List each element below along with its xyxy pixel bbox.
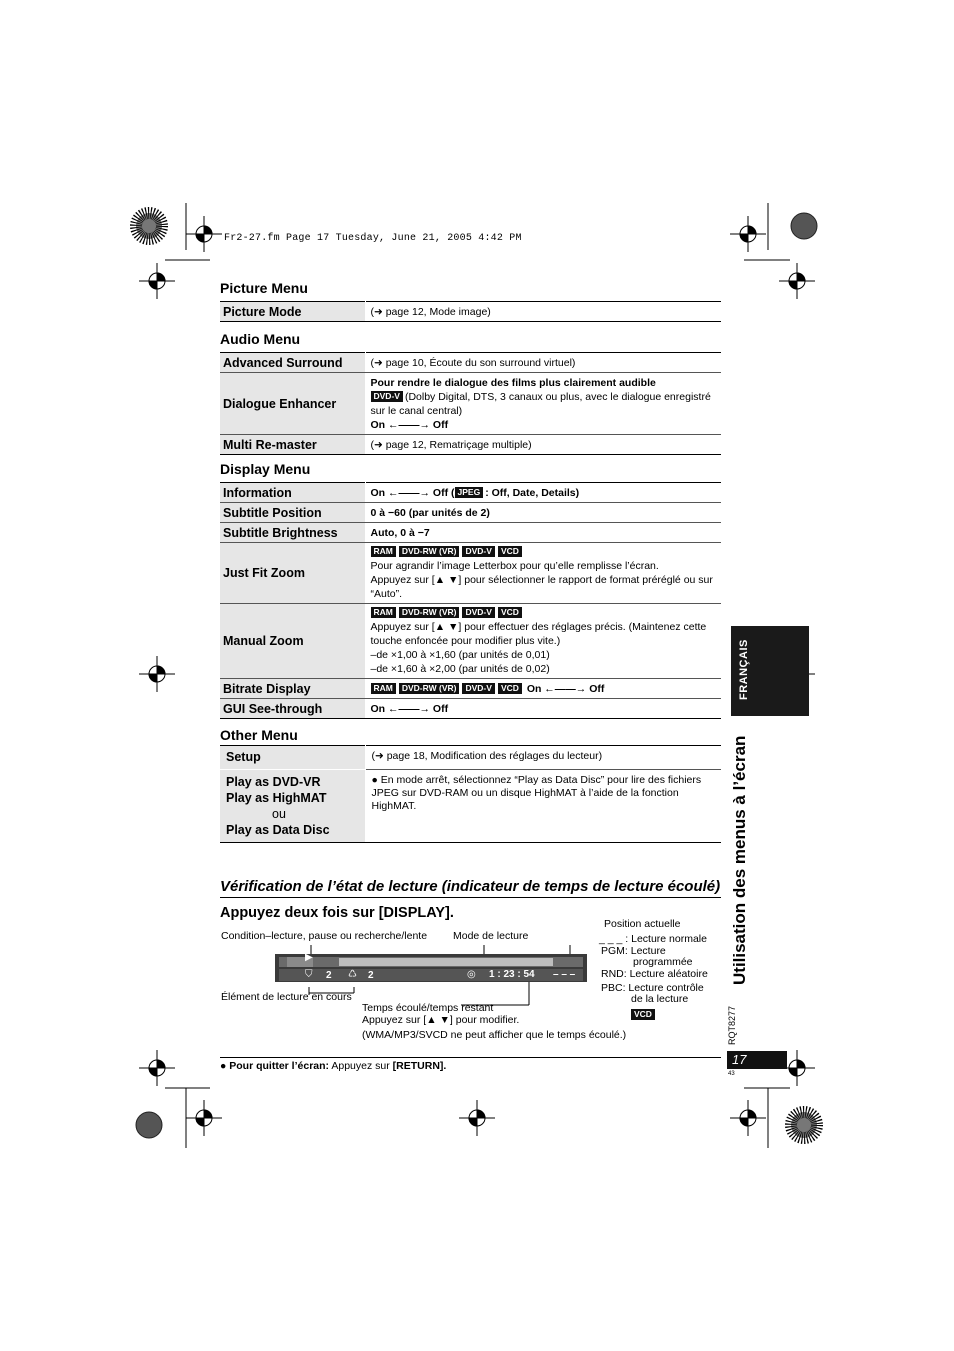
footer-divider	[220, 1057, 721, 1058]
audio-menu-title: Audio Menu	[220, 331, 301, 347]
vcd-badge: VCD	[498, 683, 522, 694]
setup-label: Setup	[220, 746, 365, 770]
chapter-icon: ♺	[348, 969, 357, 980]
just-fit-zoom-line2: Appuyez sur [▲ ▼] pour sélectionner le rapport de format préréglé ou sur “Auto”.	[370, 574, 713, 600]
disc-icon: ◎	[467, 969, 476, 980]
label-temps3: (WMA/MP3/SVCD ne peut afficher que le temps écoulé.)	[362, 1029, 627, 1041]
advanced-surround-desc: (➜ page 10, Écoute du son surround virtuel)	[365, 353, 721, 373]
table-row	[220, 523, 721, 543]
label-rnd: RND: Lecture aléatoire	[601, 968, 708, 980]
play-as-highmat-label: Play as HighMAT	[226, 791, 327, 805]
just-fit-zoom-line1: Pour agrandir l’image Letterbox pour qu’elle remplisse l’écran.	[370, 560, 659, 572]
table-row	[220, 746, 721, 770]
table-row	[220, 604, 721, 679]
display-instruction: Appuyez deux fois sur [DISPLAY].	[220, 905, 454, 921]
subtitle-brightness-label: Subtitle Brightness	[220, 523, 365, 543]
dialogue-enhancer-onoff: On ←——→ Off	[370, 418, 449, 431]
dvd-rw-badge: DVD-RW (VR)	[399, 546, 460, 557]
title-number: 2	[326, 970, 332, 981]
table-row	[220, 353, 721, 373]
other-menu-title: Other Menu	[220, 727, 298, 743]
table-row	[220, 543, 721, 604]
ram-badge: RAM	[371, 683, 396, 694]
bitrate-display-desc: On ←——→ Off	[526, 682, 605, 695]
table-row	[220, 503, 721, 523]
manual-zoom-line2: –de ×1,00 à ×1,60 (par unités de 0,01)	[370, 649, 550, 661]
verification-heading: Vérification de l’état de lecture (indicateur de temps de lecture écoulé)	[220, 878, 721, 898]
other-menu-table	[220, 745, 721, 843]
vcd-badge: VCD	[498, 607, 522, 618]
language-tab-label: FRANÇAIS	[738, 639, 750, 700]
bullet-icon: ●	[220, 1060, 227, 1072]
dvd-v-badge: DVD-V	[462, 546, 494, 557]
title-icon: ⛉	[305, 969, 313, 980]
information-desc-b: : Off, Date, Details)	[485, 486, 580, 499]
chapter-number: 2	[368, 970, 374, 981]
ram-badge: RAM	[371, 546, 396, 557]
label-pbc-a: PBC: Lecture contrôle	[601, 982, 704, 994]
picture-menu-table	[220, 301, 721, 322]
gui-see-through-label: GUI See-through	[220, 699, 365, 719]
play-as-or: ou	[272, 807, 286, 821]
label-condition: Condition–lecture, pause ou recherche/lente	[221, 930, 428, 942]
dvd-v-badge: DVD-V	[462, 607, 494, 618]
just-fit-zoom-label: Just Fit Zoom	[220, 543, 365, 604]
label-pbc-b: de la lecture	[631, 993, 689, 1005]
file-info-line: Fr2-27.fm Page 17 Tuesday, June 21, 2005 4:42 PM	[224, 233, 522, 244]
picture-mode-desc: (➜ page 12, Mode image)	[365, 302, 721, 322]
dvd-rw-badge: DVD-RW (VR)	[399, 607, 460, 618]
footer-bold: Pour quitter l’écran:	[229, 1060, 330, 1072]
play-mode-value: – – –	[553, 969, 576, 980]
document-code: RQT8277	[727, 1005, 737, 1045]
picture-mode-label: Picture Mode	[220, 302, 365, 322]
dvd-v-badge: DVD-V	[462, 683, 494, 694]
dialogue-enhancer-line1: Pour rendre le dialogue des films plus clairement audible	[370, 376, 656, 389]
display-menu-table	[220, 482, 721, 719]
chapter-vertical-title: Utilisation des menus à l’écran	[730, 735, 749, 985]
manual-zoom-label: Manual Zoom	[220, 604, 365, 679]
audio-menu-table	[220, 352, 721, 455]
table-row	[220, 373, 721, 435]
play-as-data-disc-label: Play as Data Disc	[226, 823, 330, 837]
picture-menu-title: Picture Menu	[220, 280, 308, 296]
label-mode: Mode de lecture	[453, 930, 529, 942]
label-temps2: Appuyez sur [▲ ▼] pour modifier.	[362, 1014, 520, 1026]
play-as-desc: ● En mode arrêt, sélectionnez “Play as Data Disc” pour lire des fichiers JPEG sur DVD-RAM ou un disque HighMAT à l’aide de la fonction HighMAT.	[365, 770, 721, 843]
information-desc-a: On ←——→ Off (	[370, 486, 455, 499]
subtitle-position-label: Subtitle Position	[220, 503, 365, 523]
dialogue-enhancer-label: Dialogue Enhancer	[220, 373, 365, 435]
label-pgm-a: PGM: Lecture	[601, 945, 666, 957]
vcd-badge: VCD	[498, 546, 522, 557]
page-number: 17	[727, 1051, 787, 1069]
setup-desc: (➜ page 18, Modification des réglages du lecteur)	[365, 746, 721, 770]
display-menu-title: Display Menu	[220, 461, 311, 477]
table-row	[220, 770, 721, 843]
jpeg-badge: JPEG	[455, 487, 484, 498]
label-element: Élément de lecture en cours	[221, 991, 352, 1003]
disc-badge: DVD-V	[371, 391, 403, 402]
manual-zoom-line3: –de ×1,60 à ×2,00 (par unités de 0,02)	[370, 663, 550, 675]
ram-badge: RAM	[371, 607, 396, 618]
small-page-number: 43	[728, 1071, 735, 1077]
label-pgm-b: programmée	[633, 956, 693, 968]
table-row	[220, 483, 721, 503]
multi-remaster-label: Multi Re-master	[220, 435, 365, 455]
dialogue-enhancer-line2: (Dolby Digital, DTS, 3 canaux ou plus, avec le dialogue enregistré sur le canal central)	[370, 390, 711, 417]
dvd-rw-badge: DVD-RW (VR)	[399, 683, 460, 694]
gui-see-through-desc: On ←——→ Off	[365, 699, 721, 719]
label-temps1: Temps écoulé/temps restant	[362, 1002, 494, 1014]
information-label: Information	[220, 483, 365, 503]
footer-key: [RETURN].	[392, 1060, 447, 1072]
table-row	[220, 699, 721, 719]
advanced-surround-label: Advanced Surround	[220, 353, 365, 373]
table-row	[220, 679, 721, 699]
footer-note	[220, 1060, 446, 1072]
subtitle-position-desc: 0 à −60 (par unités de 2)	[365, 503, 721, 523]
label-position: Position actuelle	[604, 918, 681, 930]
vcd-badge: VCD	[631, 1009, 655, 1020]
table-row	[220, 435, 721, 455]
play-as-dvdvr-label: Play as DVD-VR	[226, 775, 321, 789]
multi-remaster-desc: (➜ page 12, Rematriçage multiple)	[365, 435, 721, 455]
manual-zoom-line1: Appuyez sur [▲ ▼] pour effectuer des réglages précis. (Maintenez cette touche enfoncée pour modifier plus vite.)	[370, 621, 707, 647]
table-row	[220, 302, 721, 322]
bitrate-display-label: Bitrate Display	[220, 679, 365, 699]
play-symbol-icon: ▶	[305, 952, 313, 963]
subtitle-brightness-desc: Auto, 0 à −7	[365, 523, 721, 543]
elapsed-time: 1 : 23 : 54	[489, 969, 535, 980]
label-normal: _ _ _ : Lecture normale	[599, 933, 707, 945]
footer-text: Appuyez sur	[329, 1060, 393, 1072]
